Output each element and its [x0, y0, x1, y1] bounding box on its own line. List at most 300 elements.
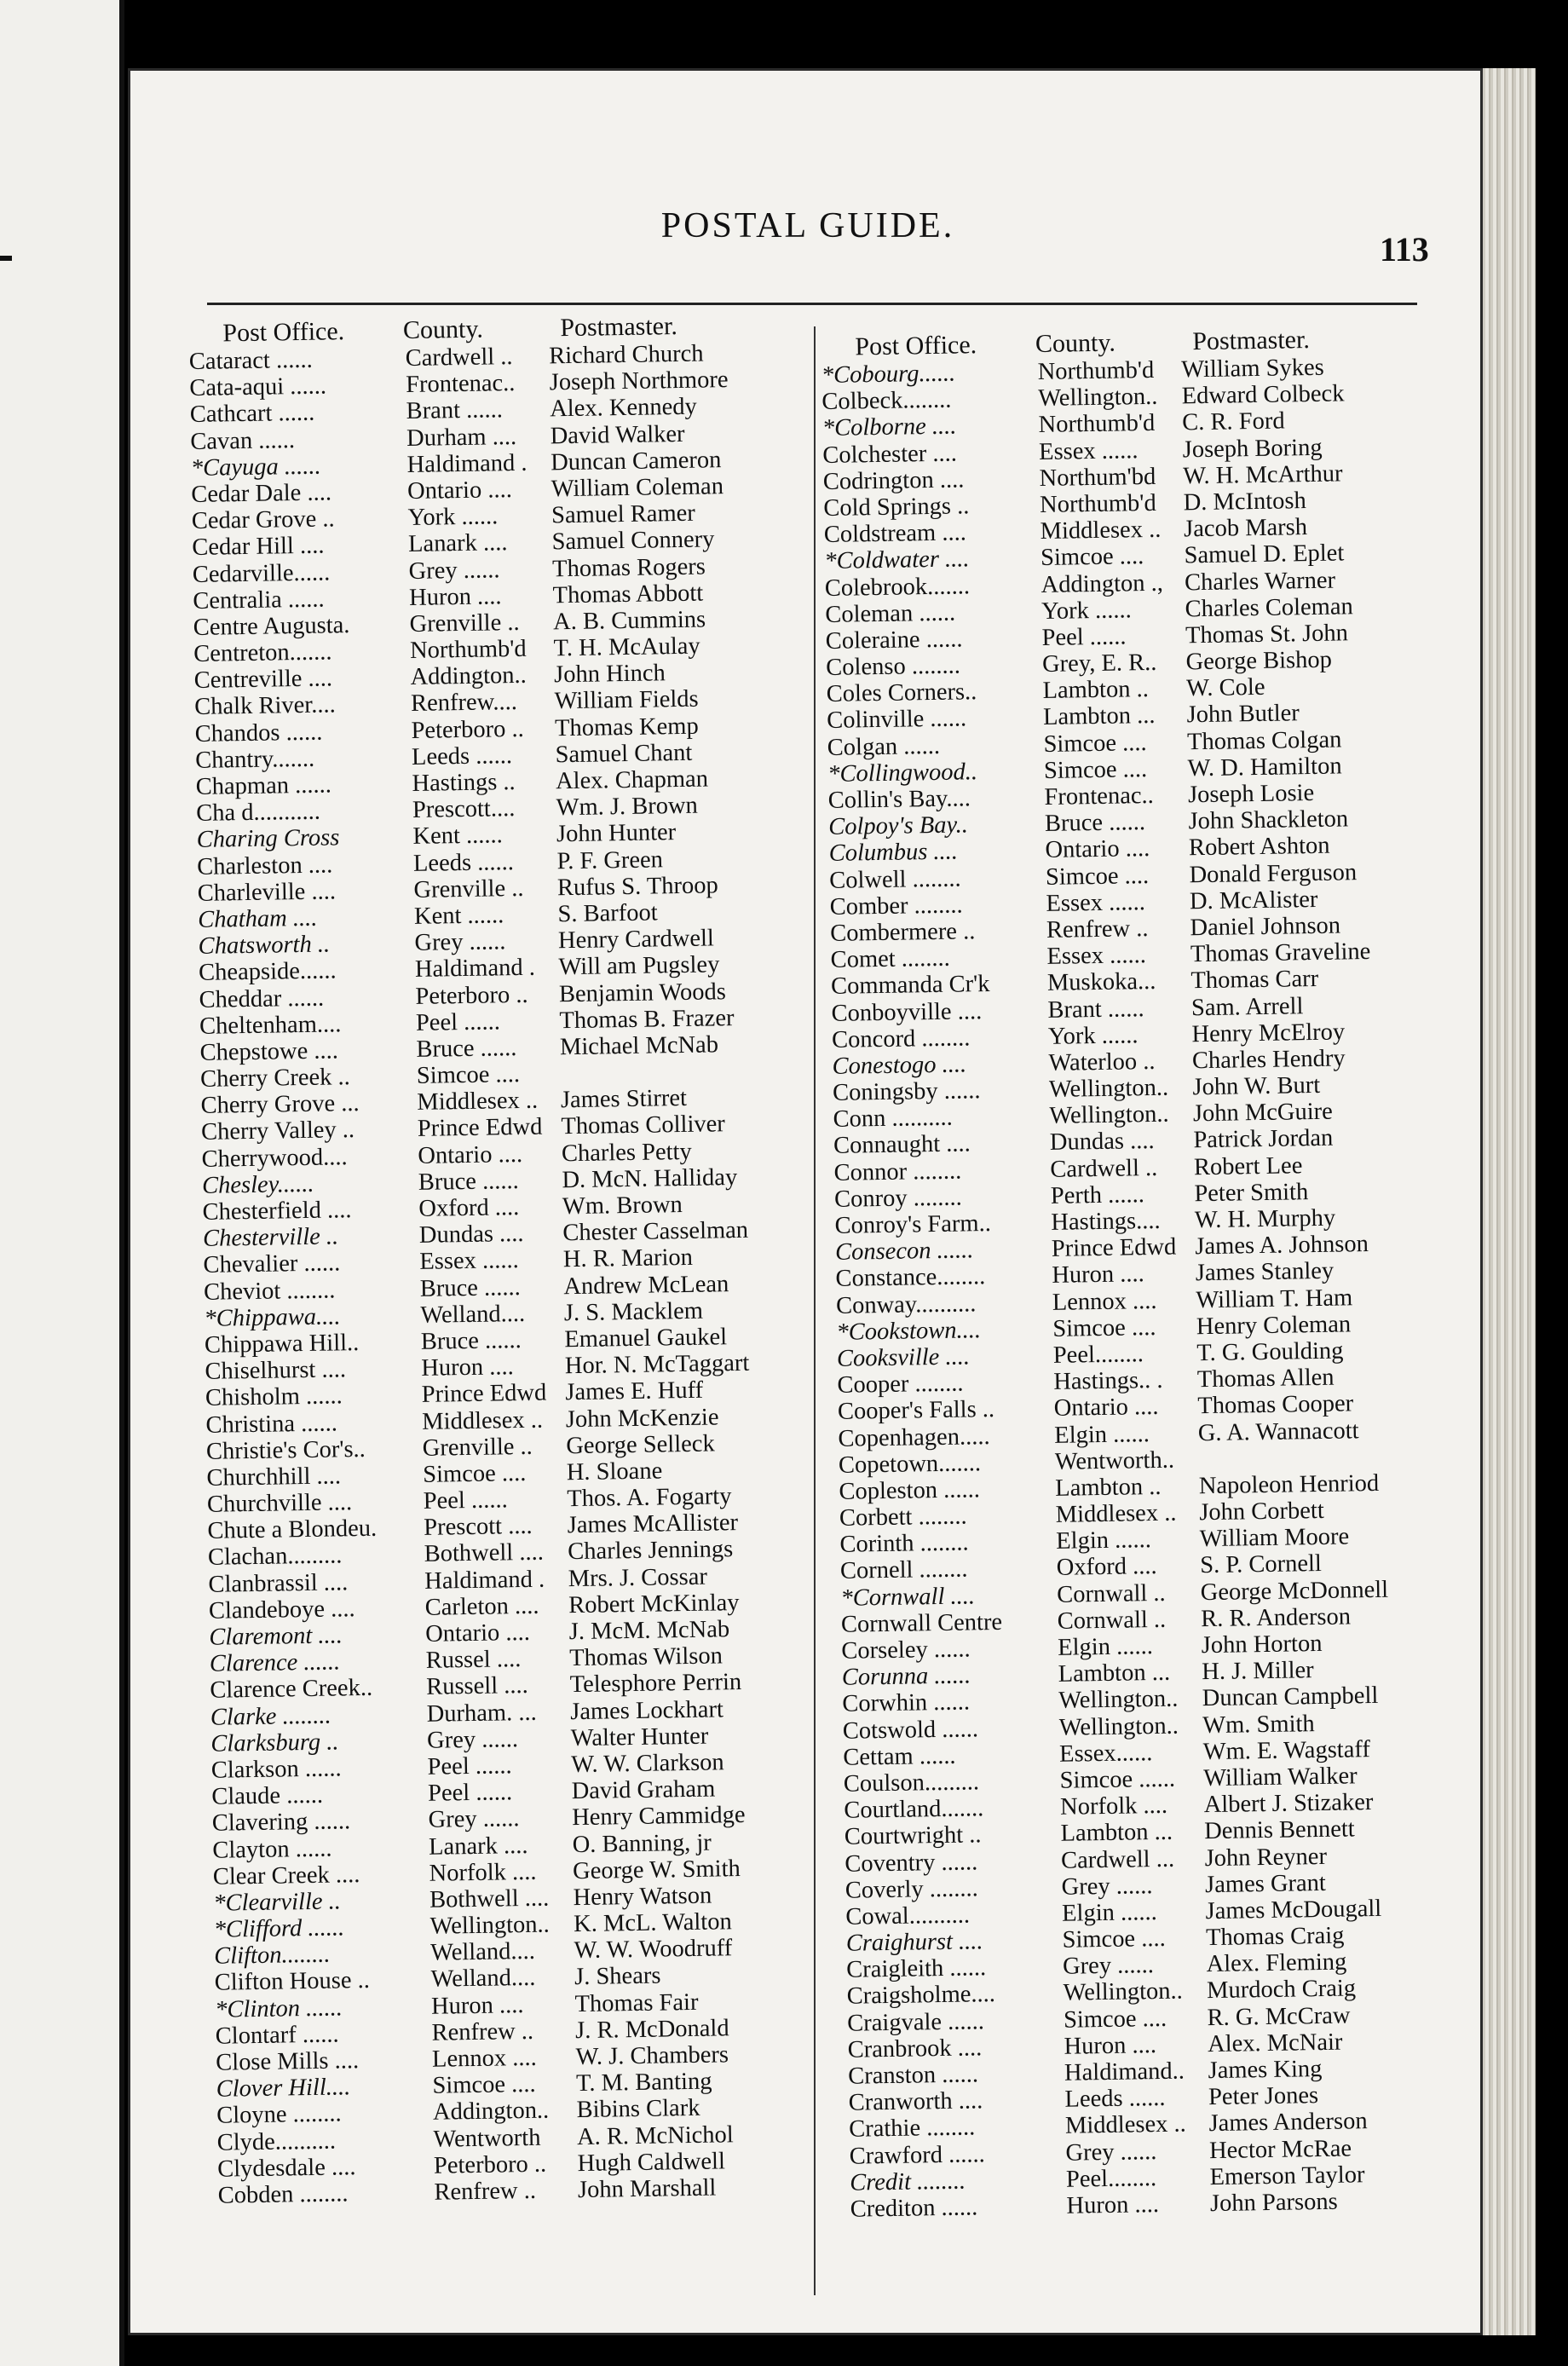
post-office-cell: Conestogo .... [832, 1051, 967, 1080]
county-cell: Muskoka... [1046, 968, 1156, 997]
post-office-cell: Conroy's Farm.. [834, 1209, 992, 1239]
county-cell: Peel ...... [423, 1486, 508, 1515]
county-cell: Bothwell .... [424, 1539, 545, 1568]
post-office-cell: Clear Creek .... [212, 1861, 360, 1890]
county-cell: Dundas .... [418, 1221, 524, 1249]
post-office-cell: Clarke ........ [210, 1702, 331, 1731]
post-office-cell: Clanbrassil .... [208, 1568, 349, 1598]
postmaster-cell: D. McAlister [1189, 886, 1318, 915]
county-cell: Northumb'd [1038, 410, 1156, 439]
postmaster-cell: Patrick Jordan [1193, 1125, 1334, 1154]
county-cell: Wellington.. [1058, 1712, 1179, 1741]
post-office-cell: Conroy ........ [833, 1184, 962, 1213]
county-cell: Durham .... [406, 423, 517, 452]
post-office-header: Post Office. [222, 317, 345, 348]
postmaster-cell: Samuel Ramer [551, 499, 695, 529]
postmaster-cell: Thomas Fair [574, 1988, 699, 2017]
post-office-cell: Clifton House .. [214, 1967, 371, 1997]
postmaster-cell: Wm. E. Wagstaff [1202, 1735, 1371, 1765]
postmaster-cell: W. Cole [1185, 674, 1265, 702]
post-office-cell: Combermere .. [829, 918, 976, 947]
postmaster-cell: W. J. Chambers [575, 2041, 729, 2071]
post-office-cell: Corinth ........ [839, 1529, 969, 1559]
post-office-cell: Cata-aqui ...... [189, 372, 327, 402]
county-cell: Renfrew .. [434, 2177, 537, 2206]
postmaster-cell: John Parsons [1209, 2188, 1338, 2218]
postmaster-cell: James King [1208, 2056, 1323, 2085]
county-cell: Bruce ...... [419, 1273, 522, 1302]
postmaster-cell: R. G. McCraw [1207, 2002, 1351, 2031]
postmaster-cell: Hector McRae [1208, 2135, 1352, 2164]
post-office-cell: Chesterville .. [202, 1223, 339, 1253]
post-office-cell: *Colborne .... [821, 413, 957, 442]
postmaster-cell: Bibins Clark [576, 2095, 700, 2124]
county-cell: Cornwall .. [1057, 1606, 1167, 1635]
county-cell: Middlesex .. [1055, 1499, 1177, 1528]
post-office-cell: Colpoy's Bay.. [827, 811, 969, 841]
county-cell: Wellington.. [1049, 1100, 1169, 1130]
postmaster-cell: George Bishop [1185, 646, 1333, 676]
post-office-cell: Chalk River.... [194, 691, 336, 721]
postmaster-cell: Thomas St. John [1185, 620, 1349, 649]
post-office-cell: Colenso ........ [826, 652, 961, 682]
post-office-cell: Concord ........ [831, 1024, 971, 1053]
postmaster-cell: James Stirret [560, 1085, 688, 1114]
county-cell: Grey ...... [408, 556, 500, 585]
post-office-cell: Cooper's Falls .. [837, 1396, 995, 1426]
postmaster-cell: Alex. Kennedy [549, 394, 697, 423]
county-cell: Elgin ...... [1061, 1898, 1157, 1927]
post-office-cell: Chapman ...... [195, 771, 332, 800]
county-cell: Peterboro .. [411, 715, 524, 744]
post-office-cell: Corbett ........ [839, 1503, 967, 1532]
county-cell: Peel ...... [427, 1752, 512, 1780]
county-cell: Wellington.. [1037, 383, 1158, 413]
county-cell: Simcoe .... [423, 1459, 527, 1488]
post-office-cell: Cheddar ...... [199, 984, 325, 1013]
postmaster-cell: Henry Watson [573, 1882, 712, 1912]
postmaster-cell: Peter Jones [1208, 2082, 1319, 2111]
post-office-cell: Coventry ...... [845, 1848, 978, 1878]
post-office-cell: Cold Springs .. [823, 493, 970, 522]
county-cell: Welland.... [430, 1965, 536, 1994]
postmaster-cell: Murdoch Craig [1206, 1975, 1357, 2005]
postmaster-cell: Albert J. Stizaker [1203, 1789, 1374, 1819]
postmaster-cell: John W. Burt [1192, 1071, 1321, 1101]
county-cell: Hastings.... [1051, 1207, 1161, 1236]
postmaster-cell: William Fields [554, 686, 699, 715]
county-cell: Northumb'd [409, 635, 527, 665]
postmaster-cell: John Shackleton [1188, 805, 1349, 835]
postmaster-cell: Thomas Craig [1205, 1922, 1345, 1952]
postmaster-cell: A. R. McNichol [576, 2121, 734, 2150]
postmaster-cell: S. P. Cornell [1200, 1550, 1323, 1579]
county-cell: Russell .... [425, 1672, 528, 1701]
post-office-cell: Connor ........ [833, 1157, 962, 1186]
postmaster-cell: Henry Cammidge [571, 1802, 746, 1832]
post-office-cell: Commanda Cr'k [830, 971, 990, 1001]
post-office-cell: Cheviot ........ [203, 1276, 336, 1306]
post-office-cell: Clavering ...... [211, 1808, 351, 1838]
county-cell: Bruce ...... [420, 1326, 522, 1355]
county-header: County. [402, 315, 484, 345]
post-office-cell: Colinville ...... [827, 705, 967, 735]
county-cell: Lennox .... [431, 2044, 537, 2073]
post-office-cell: Coldstream .... [823, 519, 967, 549]
county-cell: Leeds ...... [412, 848, 515, 877]
postmaster-cell: Edward Colbeck [1181, 380, 1345, 410]
postmaster-cell: Charles Coleman [1185, 592, 1353, 623]
county-cell: Wellington.. [429, 1911, 551, 1940]
post-office-cell: Cherrywood.... [201, 1143, 348, 1173]
post-office-cell: Corunna ...... [841, 1662, 971, 1691]
county-cell: Peterboro .. [433, 2150, 547, 2179]
county-cell: Dundas .... [1049, 1128, 1155, 1157]
postmaster-cell: Rufus S. Throop [556, 872, 718, 902]
post-office-cell: Centre Augusta. [193, 611, 350, 641]
post-office-cell: *Cayuga ...... [190, 453, 321, 482]
post-office-cell: Copetown....... [838, 1449, 982, 1479]
postmaster-cell: Duncan Campbell [1202, 1682, 1379, 1712]
post-office-cell: Clydesdale .... [216, 2153, 356, 2183]
post-office-cell: Cooksville .... [836, 1343, 971, 1372]
post-office-cell: Clachan......... [207, 1542, 343, 1572]
county-cell: Peel ...... [415, 1008, 501, 1036]
postmaster-cell: John McKenzie [565, 1403, 719, 1433]
post-office-cell: Cedar Grove .. [191, 505, 335, 535]
county-cell: Perth ...... [1050, 1180, 1145, 1209]
postmaster-cell: Thomas Kemp [554, 713, 699, 742]
post-office-cell: Chevalier ...... [203, 1249, 341, 1279]
county-cell: Wellington.. [1058, 1685, 1179, 1715]
county-cell: Lambton ... [1060, 1819, 1173, 1848]
county-cell: Grey ...... [1065, 2138, 1157, 2167]
county-cell: Hastings .. [412, 769, 516, 797]
post-office-cell: Churchville .... [206, 1489, 353, 1518]
postmaster-cell: D. McN. Halliday [562, 1163, 738, 1194]
post-office-cell: Conway.......... [835, 1290, 977, 1319]
postmaster-cell: Joseph Boring [1182, 434, 1323, 463]
post-office-cell: *Collingwood.. [827, 758, 978, 788]
postmaster-cell: James McDougall [1205, 1895, 1382, 1925]
post-office-cell: Charing Cross [196, 824, 340, 854]
post-office-cell: *Clifford ...... [213, 1914, 345, 1943]
postmaster-cell: John Reyner [1204, 1843, 1328, 1872]
post-office-cell: Cobden ........ [217, 2180, 349, 2209]
post-office-cell: Chepstowe .... [199, 1037, 339, 1066]
post-office-cell: Colchester .... [822, 440, 958, 469]
postmaster-cell: P. F. Green [556, 845, 664, 874]
postmaster-cell: Samuel D. Eplet [1184, 540, 1345, 569]
postmaster-cell: Emanuel Gaukel [564, 1324, 728, 1353]
post-office-cell: Coverly ........ [845, 1875, 979, 1904]
post-office-cell: Collin's Bay.... [827, 785, 971, 814]
post-office-cell: Credit ........ [849, 2167, 966, 2196]
postmaster-cell: Thomas Abbott [552, 580, 704, 609]
postmaster-cell: Alex. McNair [1207, 2028, 1343, 2057]
county-cell: Lambton .. [1055, 1473, 1162, 1502]
county-cell: Welland.... [420, 1300, 526, 1329]
post-office-cell: Clarksburg .. [210, 1728, 339, 1757]
county-cell: Kent ...... [412, 822, 504, 851]
county-cell: Norfolk .... [1059, 1792, 1168, 1821]
county-cell: Ontario .... [424, 1619, 531, 1648]
county-cell: Middlesex .. [422, 1406, 544, 1435]
postmaster-cell: J. S. Macklem [563, 1297, 704, 1326]
county-cell: Cardwell .. [405, 343, 513, 372]
postmaster-cell: Wm. Brown [562, 1192, 683, 1221]
county-cell: Peel........ [1065, 2164, 1157, 2193]
postmaster-cell: Henry McElroy [1191, 1019, 1346, 1047]
county-cell: Frontenac.. [1044, 782, 1154, 811]
county-cell: Elgin ...... [1057, 1633, 1154, 1661]
post-office-cell: Centreton....... [193, 638, 332, 668]
postmaster-cell: James Lockhart [569, 1695, 724, 1725]
post-office-cell: Cherry Valley .. [200, 1117, 355, 1146]
post-office-cell: Charleville .... [197, 878, 337, 907]
county-cell: Grey ...... [414, 928, 506, 957]
postmaster-cell: Mrs. J. Cossar [568, 1563, 708, 1592]
postmaster-cell: Walter Hunter [570, 1723, 709, 1751]
book-page [128, 68, 1483, 2335]
county-cell: Huron .... [1052, 1261, 1145, 1290]
postmaster-cell: Hugh Caldwell [577, 2148, 726, 2177]
post-office-cell: Chesley...... [201, 1170, 314, 1199]
post-office-cell: Centralia ...... [193, 586, 325, 615]
county-cell: Renfrew .. [431, 2017, 534, 2046]
county-cell: Grey ...... [1061, 1872, 1153, 1901]
county-cell: Oxford .... [418, 1194, 520, 1222]
post-office-cell: Copenhagen..... [838, 1422, 990, 1452]
county-cell: Norfolk .... [429, 1858, 537, 1887]
county-cell: Waterloo .. [1048, 1047, 1156, 1076]
county-cell: Addington ., [1041, 569, 1164, 598]
postmaster-cell: Donald Ferguson [1189, 858, 1358, 888]
post-office-cell: Cotswold ...... [842, 1715, 979, 1745]
postmaster-cell: James Grant [1204, 1869, 1327, 1898]
postmaster-cell: Thomas Colgan [1186, 726, 1342, 755]
postmaster-cell: John Horton [1201, 1630, 1323, 1659]
county-cell: Wellington.. [1063, 1978, 1184, 2007]
post-office-cell: Charleston .... [196, 851, 333, 880]
postmaster-cell: W. H. McArthur [1182, 460, 1343, 490]
post-office-cell: Colebrook....... [824, 572, 971, 602]
post-office-cell: Comber ........ [829, 892, 963, 920]
postmaster-cell: Joseph Northmore [549, 366, 729, 396]
page-number: 113 [1380, 230, 1429, 268]
postmaster-cell: Robert Lee [1193, 1151, 1303, 1180]
post-office-cell: *Clearville .. [213, 1888, 342, 1917]
post-office-cell: Courtland....... [844, 1795, 984, 1824]
postmaster-cell: Sam. Arrell [1190, 992, 1304, 1021]
county-cell: Bothwell .... [429, 1884, 550, 1913]
county-cell: Addington.. [410, 662, 527, 691]
county-cell: Elgin ...... [1054, 1420, 1150, 1449]
postmaster-cell: William Sykes [1180, 354, 1324, 384]
post-office-cell: Cedar Hill .... [192, 532, 325, 562]
page-title: POSTAL GUIDE. [660, 206, 955, 245]
postmaster-header: Postmaster. [1192, 325, 1311, 356]
county-cell: Middlesex .. [1064, 2110, 1186, 2140]
postmaster-cell [1198, 1443, 1435, 1474]
county-cell: Grenville .. [409, 609, 520, 638]
county-cell: Simcoe ...... [1059, 1765, 1176, 1794]
county-cell: Carleton .... [424, 1592, 539, 1621]
county-cell: Leeds ...... [411, 742, 513, 770]
postmaster-cell: J. Shears [574, 1962, 661, 1991]
post-office-cell: Chute a Blondeu. [207, 1515, 378, 1545]
post-office-cell: Coleraine ...... [825, 626, 963, 655]
county-cell: Russel .... [425, 1646, 522, 1675]
book-spine [1483, 68, 1536, 2335]
post-office-cell: Corwhin ...... [842, 1688, 971, 1718]
postmaster-cell: Dennis Bennett [1203, 1815, 1355, 1845]
post-office-cell: Craigleith ...... [846, 1954, 987, 1984]
post-office-cell: Christina ...... [205, 1409, 338, 1439]
postmaster-cell: C. R. Ford [1181, 407, 1285, 436]
postmaster-cell: J. R. McDonald [574, 2015, 729, 2044]
post-office-cell: Cranbrook .... [847, 2034, 983, 2063]
post-office-cell: Christie's Cor's.. [205, 1435, 366, 1465]
county-cell: Bruce ...... [1044, 809, 1146, 838]
right-column [821, 317, 1447, 2223]
left-column [188, 303, 815, 2209]
post-office-cell: Craigvale ...... [847, 2007, 985, 2037]
county-cell: Prince Edwd [417, 1114, 543, 1143]
postmaster-cell: William Moore [1199, 1523, 1350, 1553]
post-office-cell: *Coldwater .... [824, 545, 970, 575]
county-cell: Lambton ... [1042, 702, 1156, 731]
post-office-cell: Close Mills .... [216, 2047, 360, 2076]
county-cell: Essex ...... [1038, 436, 1139, 465]
post-office-cell: Cathcart ...... [189, 400, 315, 429]
county-cell: Essex ...... [1046, 888, 1146, 917]
postmaster-cell: Thos. A. Fogarty [567, 1483, 732, 1513]
county-cell: Grenville .. [413, 874, 524, 903]
county-cell: Essex ...... [1046, 942, 1147, 971]
post-office-cell: Comet ........ [830, 944, 951, 974]
postmaster-cell: H. J. Miller [1202, 1657, 1314, 1686]
postmaster-cell: Daniel Johnson [1190, 912, 1341, 942]
postmaster-cell: Chester Casselman [562, 1217, 749, 1247]
facing-page-mark [0, 256, 12, 261]
postmaster-cell: Wm. Smith [1202, 1710, 1315, 1739]
postmaster-cell: Alex. Fleming [1206, 1948, 1347, 1978]
post-office-cell: Chippawa Hill.. [204, 1329, 360, 1359]
postmaster-cell: James E. Huff [565, 1376, 704, 1406]
postmaster-cell: Thomas Wilson [569, 1642, 723, 1672]
post-office-cell: Colbeck........ [821, 386, 952, 416]
post-office-cell: Clover Hill.... [216, 2074, 351, 2103]
county-cell: Ontario .... [406, 476, 513, 505]
post-office-cell: Cranston ...... [848, 2061, 979, 2090]
post-office-cell: Cataract ...... [188, 346, 313, 375]
county-cell: Brant ...... [406, 396, 504, 425]
postmaster-cell: D. McIntosh [1183, 488, 1306, 516]
postmaster-cell: Samuel Chant [555, 739, 693, 769]
county-cell: Huron .... [1066, 2190, 1160, 2219]
postmaster-cell: A. B. Cummins [552, 606, 706, 636]
postmaster-cell: Alex. Chapman [555, 765, 709, 795]
postmaster-cell: Henry Coleman [1196, 1311, 1352, 1340]
county-cell: Haldimand . [406, 449, 527, 478]
post-office-header: Post Office. [855, 331, 977, 361]
postmaster-cell: Jacob Marsh [1183, 514, 1308, 543]
post-office-cell: Cha d........... [195, 798, 321, 828]
county-cell: Wentworth [433, 2124, 541, 2153]
post-office-cell: Clyde.......... [216, 2127, 337, 2156]
county-cell: Simcoe .... [1043, 755, 1148, 784]
county-cell: Essex ...... [419, 1247, 519, 1276]
county-cell: Simcoe .... [432, 2071, 536, 2099]
post-office-cell: Cherry Grove ... [200, 1090, 360, 1120]
county-cell: Brant ...... [1047, 995, 1144, 1024]
postmaster-cell: Richard Church [548, 340, 704, 370]
county-cell: Kent ...... [413, 902, 504, 930]
county-cell: Simcoe .... [1043, 729, 1147, 758]
post-office-cell: Cherry Creek .. [199, 1064, 351, 1093]
county-cell: Prescott.... [412, 795, 516, 824]
post-office-cell: Churchhill .... [206, 1463, 342, 1492]
county-cell: Haldimand.. [1064, 2057, 1185, 2086]
postmaster-cell: Joseph Losie [1187, 779, 1315, 809]
post-office-cell: Craighurst .... [845, 1928, 983, 1957]
county-cell: Simcoe .... [1063, 2005, 1167, 2034]
county-cell: Welland.... [429, 1938, 536, 1967]
county-cell: Grey ...... [426, 1725, 519, 1754]
postmaster-cell: W. D. Hamilton [1187, 753, 1342, 782]
column-divider [814, 326, 816, 2295]
postmaster-cell: Robert McKinlay [568, 1589, 740, 1619]
county-cell: Frontenac.. [405, 370, 516, 399]
header-rule [207, 303, 1417, 305]
postmaster-cell: W. W. Clarkson [570, 1749, 724, 1779]
post-office-cell: Cooper ........ [837, 1370, 964, 1399]
post-office-cell: Craigsholme.... [846, 1981, 996, 2011]
county-cell: Haldimand . [414, 955, 536, 984]
postmaster-cell: Charles Petty [561, 1138, 692, 1167]
post-office-cell: Cloyne ........ [216, 2100, 342, 2130]
post-office-cell: Clontarf ...... [215, 2021, 339, 2050]
postmaster-cell: Charles Hendry [1191, 1045, 1346, 1075]
postmaster-cell: Henry Cardwell [557, 925, 715, 955]
post-office-cell: Clandeboye .... [208, 1595, 355, 1624]
postmaster-cell: Thomas Graveline [1190, 938, 1371, 968]
postmaster-cell: Duncan Cameron [550, 446, 722, 476]
post-office-cell: Coles Corners.. [826, 678, 977, 708]
post-office-cell: *Chippawa.... [204, 1303, 341, 1332]
facing-page-edge [0, 0, 124, 2366]
postmaster-cell: T. H. McAulay [553, 632, 700, 662]
post-office-cell: Chandos ...... [194, 718, 323, 747]
postmaster-cell: R. R. Anderson [1201, 1603, 1352, 1632]
county-header: County. [1035, 328, 1116, 359]
postmaster-cell: George McDonnell [1200, 1576, 1389, 1606]
post-office-cell: Crathie ........ [848, 2114, 976, 2144]
county-cell: Peel........ [1052, 1341, 1144, 1369]
county-cell: Cardwell .. [1050, 1154, 1158, 1183]
post-office-cell: Clarence ...... [209, 1648, 341, 1677]
postmaster-cell: Thomas Cooper [1197, 1390, 1354, 1420]
county-cell: Grey ...... [428, 1805, 520, 1834]
county-cell: Huron .... [430, 1991, 524, 2020]
county-cell: Cornwall .. [1056, 1579, 1166, 1608]
county-cell: Ontario .... [418, 1140, 523, 1169]
postmaster-cell: H. R. Marion [562, 1244, 694, 1273]
postmaster-cell: Michael McNab [559, 1031, 719, 1061]
county-cell: Lanark .... [428, 1832, 528, 1861]
county-cell: Renfrew.... [410, 689, 518, 718]
